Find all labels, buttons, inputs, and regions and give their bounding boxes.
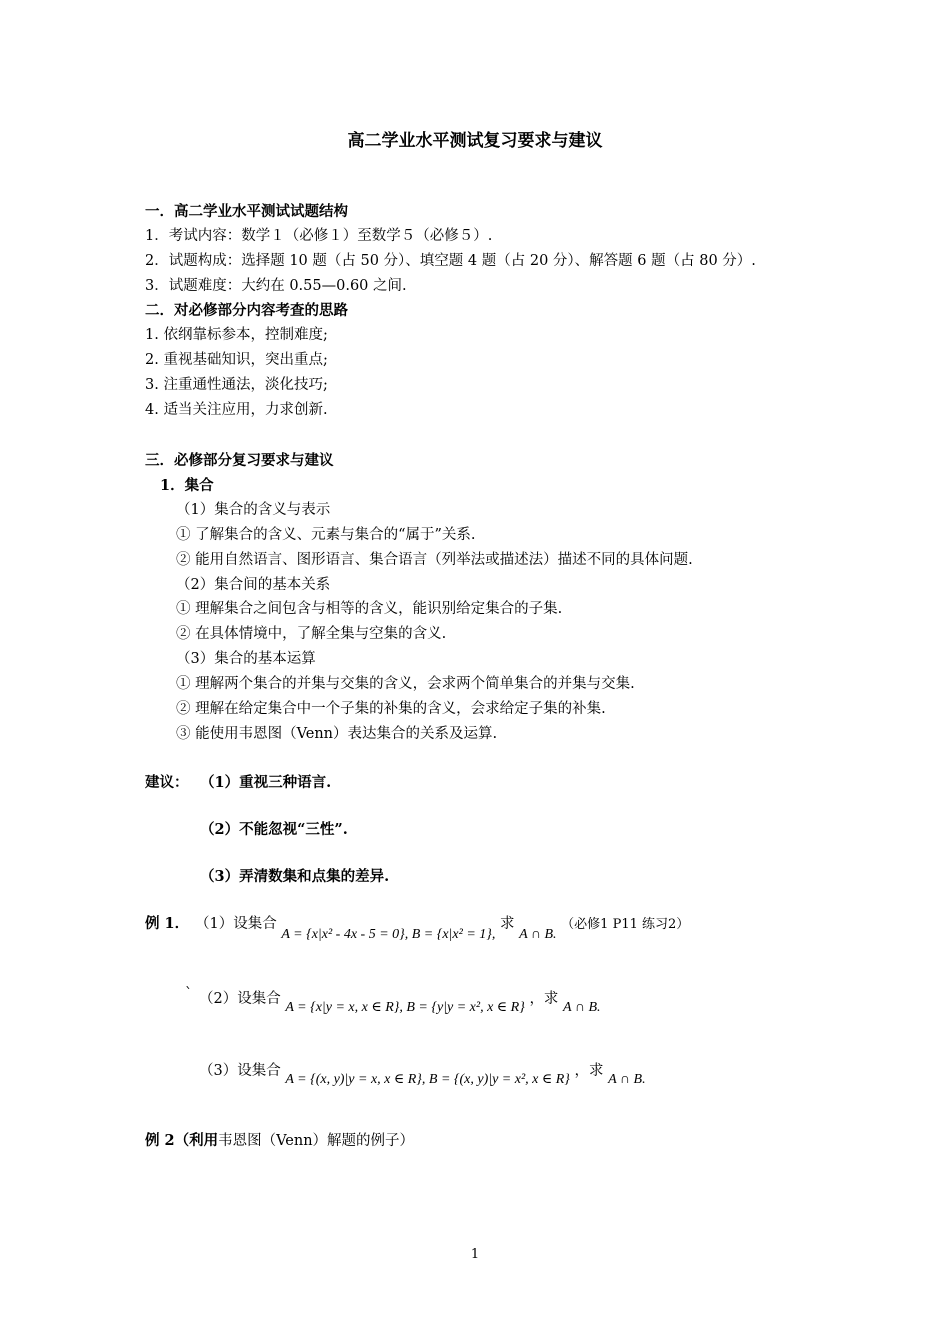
section-1-item: 1．考试内容：数学１（必修１）至数学５（必修５）. (145, 228, 493, 244)
requirement-subheading: （2）集合间的基本关系 (176, 577, 331, 593)
requirement-item: ① 了解集合的含义、元素与集合的“属于”关系. (176, 527, 476, 543)
example-2-text: 韦恩图（Venn）解题的例子） (218, 1133, 415, 1149)
math-formula: A ∩ B. (563, 1000, 601, 1015)
example-2-label: 例 2（利用 (145, 1132, 219, 1149)
math-formula: A ∩ B. (519, 927, 557, 942)
section-2-item: 2. 重视基础知识，突出重点; (145, 352, 328, 368)
requirement-item: ② 在具体情境中，了解全集与空集的含义. (176, 626, 447, 642)
example-1-part-1 (195, 914, 690, 942)
requirement-item: ① 理解两个集合的并集与交集的含义，会求两个简单集合的并集与交集. (176, 676, 635, 692)
requirement-item: ② 理解在给定集合中一个子集的补集的含义，会求给定子集的补集. (176, 701, 606, 717)
section-1-item: 2．试题构成：选择题 10 题（占 50 分）、填空题 4 题（占 20 分）、解答题 6 题（占 80 分）. (145, 253, 756, 269)
example-1-part-3 (199, 1061, 646, 1087)
example-text: 求 (499, 916, 515, 932)
requirement-item: ② 能用自然语言、图形语言、集合语言（列举法或描述法）描述不同的具体问题. (176, 552, 693, 568)
requirement-subheading: （3）集合的基本运算 (176, 651, 316, 667)
advice-item: （1）重视三种语言. (200, 774, 332, 791)
requirement-item: ① 理解集合之间包含与相等的含义，能识别给定集合的子集. (176, 601, 563, 617)
math-formula: A = {x|y = x, x ∈ R}, B = {y|y = x², x ∈ R} (285, 1000, 525, 1015)
example-text: （1）设集合 (195, 916, 277, 932)
example-1-label: 例 1． (145, 915, 190, 932)
advice-item: （2）不能忽视“三性”. (200, 821, 348, 838)
math-formula: A = {x|x² - 4x - 5 = 0}, B = {x|x² = 1}, (281, 927, 496, 942)
textbook-reference: （必修1 P11 练习2） (561, 917, 690, 932)
section-1-item: 3．试题难度：大约在 0.55—0.60 之间. (145, 278, 407, 294)
section-2-item: 3. 注重通性通法，淡化技巧; (145, 377, 328, 393)
stray-mark: ` (185, 986, 193, 1002)
section-1-heading: 一．高二学业水平测试试题结构 (145, 203, 348, 220)
example-2 (145, 1131, 414, 1151)
section-3-subheading: 1．集合 (160, 477, 214, 494)
page-number: 1 (470, 1247, 480, 1262)
requirement-subheading: （1）集合的含义与表示 (176, 502, 331, 518)
example-text: ，求 (574, 1063, 604, 1079)
example-text: ，求 (529, 991, 559, 1007)
section-2-item: 4. 适当关注应用，力求创新. (145, 402, 328, 418)
example-1-part-2 (199, 989, 601, 1015)
page-title: 高二学业水平测试复习要求与建议 (347, 131, 603, 151)
advice-item: （3）弄清数集和点集的差异. (200, 868, 390, 885)
math-formula: A = {(x, y)|y = x, x ∈ R}, B = {(x, y)|y = x², x ∈ R} (285, 1072, 570, 1087)
advice-label: 建议： (145, 774, 189, 791)
requirement-item: ③ 能使用韦恩图（Venn）表达集合的关系及运算. (176, 726, 498, 742)
example-text: （2）设集合 (199, 991, 281, 1007)
example-text: （3）设集合 (199, 1063, 281, 1079)
section-2-item: 1. 依纲靠标参本，控制难度; (145, 327, 328, 343)
math-formula: A ∩ B. (608, 1072, 646, 1087)
section-3-heading: 三．必修部分复习要求与建议 (145, 452, 334, 469)
section-2-heading: 二．对必修部分内容考查的思路 (145, 302, 348, 319)
